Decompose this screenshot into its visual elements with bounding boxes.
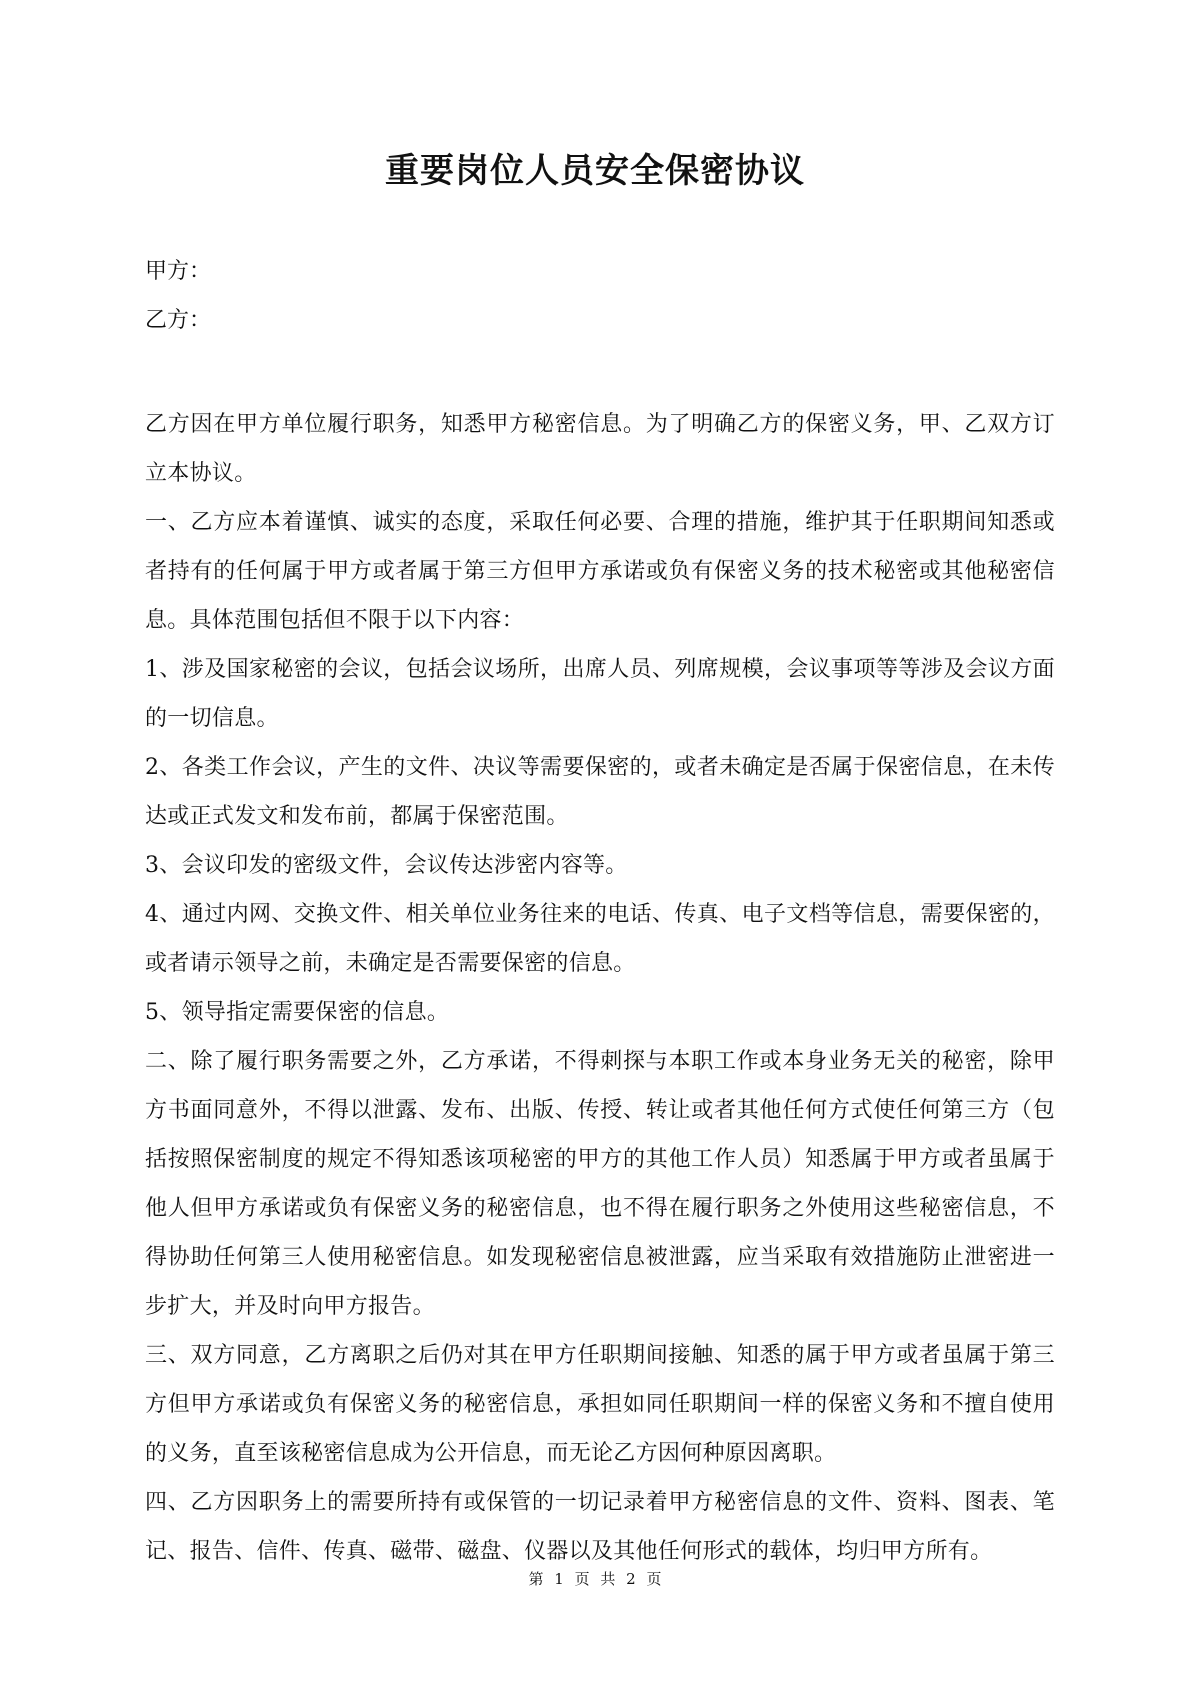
clause-4-paragraph: 四、乙方因职务上的需要所持有或保管的一切记录着甲方秘密信息的文件、资料、图表、笔记、报告、信件、传真、磁带、磁盘、仪器以及其他任何形式的载体，均归甲方所有。 bbox=[145, 1490, 1055, 1564]
document-title: 重要岗位人员安全保密协议 bbox=[385, 151, 805, 191]
clause-1-item-5: 5、领导指定需要保密的信息。 bbox=[145, 1000, 450, 1025]
clause-2-paragraph: 二、除了履行职务需要之外，乙方承诺，不得刺探与本职工作或本身业务无关的秘密，除甲方书面同意外，不得以泄露、发布、出版、传授、转让或者其他任何方式使任何第三方（包括按照保密制度的规定不得知悉该项秘密的甲方的其他工作人员）知悉属于甲方或者虽属于他人但甲方承诺或负有保密义务的秘密信息，也不得在履行职务之外使用这些秘密信息，不得协助任何第三人使用秘密信息。如发现秘密信息被泄露，应当采取有效措施防止泄密进一步扩大，并及时向甲方报告。 bbox=[145, 1049, 1055, 1319]
parties-block bbox=[145, 258, 1055, 356]
page-footer: 第 1 页 共 2 页 bbox=[528, 1570, 662, 1588]
intro-paragraph: 乙方因在甲方单位履行职务，知悉甲方秘密信息。为了明确乙方的保密义务，甲、乙双方订立本协议。 bbox=[145, 412, 1055, 486]
clause-1-item-4: 4、通过内网、交换文件、相关单位业务往来的电话、传真、电子文档等信息，需要保密的，或者请示领导之前，未确定是否需要保密的信息。 bbox=[145, 902, 1055, 976]
clause-1-item-1: 1、涉及国家秘密的会议，包括会议场所，出席人员、列席规模，会议事项等等涉及会议方面的一切信息。 bbox=[145, 657, 1055, 731]
clause-3-paragraph: 三、双方同意，乙方离职之后仍对其在甲方任职期间接触、知悉的属于甲方或者虽属于第三方但甲方承诺或负有保密义务的秘密信息，承担如同任职期间一样的保密义务和不擅自使用的义务，直至该秘密信息成为公开信息，而无论乙方因何种原因离职。 bbox=[145, 1343, 1055, 1466]
clause-1-paragraph: 一、乙方应本着谨慎、诚实的态度，采取任何必要、合理的措施，维护其于任职期间知悉或者持有的任何属于甲方或者属于第三方但甲方承诺或负有保密义务的技术秘密或其他秘密信息。具体范围包括但不限于以下内容： bbox=[145, 510, 1055, 633]
clause-1-item-2: 2、各类工作会议，产生的文件、决议等需要保密的，或者未确定是否属于保密信息，在未传达或正式发文和发布前，都属于保密范围。 bbox=[145, 755, 1055, 829]
party-b-label: 乙方： bbox=[145, 308, 212, 333]
party-a-label: 甲方： bbox=[145, 259, 212, 284]
agreement-body bbox=[145, 400, 1055, 1576]
clause-1-item-3: 3、会议印发的密级文件，会议传达涉密内容等。 bbox=[145, 853, 628, 878]
